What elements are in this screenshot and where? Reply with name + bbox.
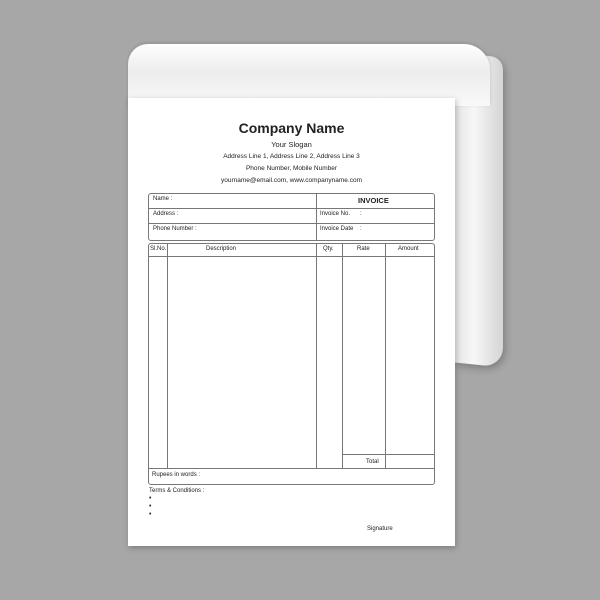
invoice-sheet — [128, 98, 455, 546]
invoice-no-colon: : — [360, 211, 362, 217]
company-phone: Phone Number, Mobile Number — [245, 165, 338, 172]
words-row-line — [149, 468, 434, 469]
pad-top-curl — [128, 44, 490, 106]
header-amount: Amount — [398, 246, 419, 252]
address-label: Address : — [153, 211, 179, 217]
col-line-4 — [385, 244, 386, 469]
col-line-2 — [316, 244, 317, 469]
col-line-3 — [342, 244, 343, 469]
invoice-title: INVOICE — [358, 196, 389, 205]
terms-label: Terms & Conditions : — [149, 488, 205, 494]
total-row-line — [342, 454, 434, 455]
terms-bullet-3: • — [149, 511, 152, 518]
rupees-in-words-label: Rupees in words : — [152, 472, 201, 478]
header-rate: Rate — [357, 246, 370, 252]
invoice-date-label: Invoice Date — [320, 226, 354, 232]
header-qty: Qty. — [323, 246, 334, 252]
company-slogan: Your Slogan — [271, 140, 312, 149]
info-row-line-1 — [149, 208, 434, 209]
header-description: Description — [206, 246, 237, 252]
table-header-line — [149, 256, 434, 257]
phone-label: Phone Number : — [153, 226, 197, 232]
company-address: Address Line 1, Address Line 2, Address Line 3 — [223, 153, 360, 160]
col-line-1 — [167, 244, 168, 469]
terms-bullet-1: • — [149, 495, 152, 502]
items-table — [148, 243, 435, 485]
invoice-date-colon: : — [360, 226, 362, 232]
info-divider — [316, 194, 317, 240]
total-label: Total — [366, 459, 379, 465]
signature-label: Signature — [367, 526, 393, 532]
company-web: yourname@email.com, www.companyname.com — [221, 177, 362, 184]
name-label: Name : — [153, 196, 173, 202]
customer-info-box — [148, 193, 435, 241]
company-name: Company Name — [238, 120, 345, 136]
invoice-no-label: Invoice No. — [320, 211, 351, 217]
header-slno: Sl.No. — [150, 246, 167, 252]
info-row-line-2 — [149, 223, 434, 224]
terms-bullet-2: • — [149, 503, 152, 510]
